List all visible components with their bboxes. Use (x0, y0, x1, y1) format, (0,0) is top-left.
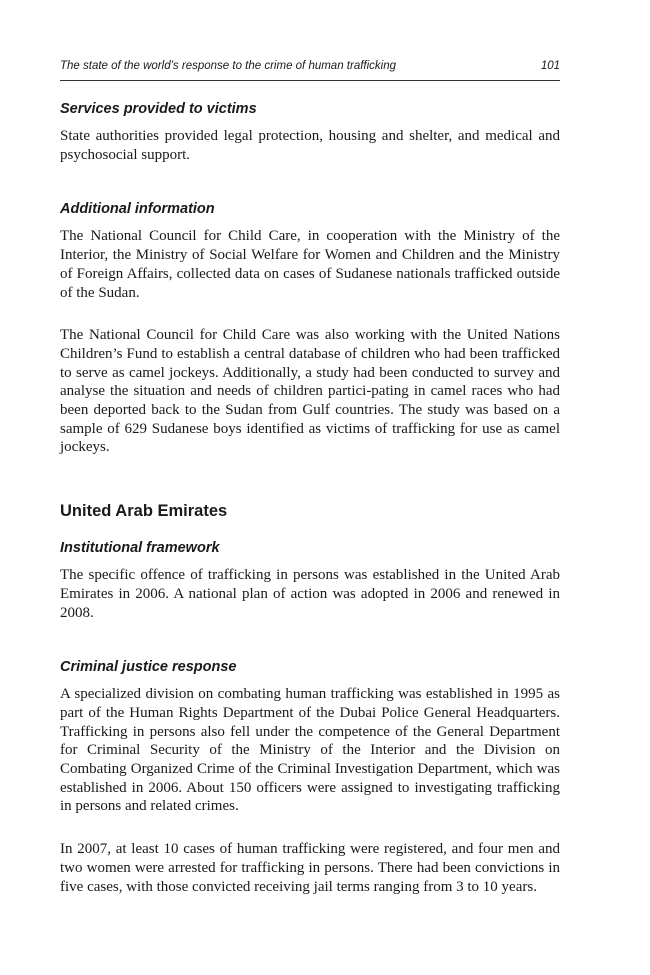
page-number: 101 (540, 60, 560, 72)
paragraph-criminal-1: A specialized division on combating human trafficking was established in 1995 as part of the Human Rights Department of the Dubai Police General Headquarters. Trafficking in persons also fell under the competence of the General Department for Criminal Security of the Ministry of the Interior and the Division on Combating Organized Crime of the Criminal Investigation Department, which was established in 2006. About 150 officers were assigned to investigating trafficking in persons and related crimes. (60, 686, 560, 815)
paragraph-additional-1: The National Council for Child Care, in cooperation with the Ministry of the Interior, the Ministry of Social Welfare for Women and Children and the Ministry of Foreign Affairs, collected data on cases of Sudanese nationals trafficked outside of the Sudan. (60, 228, 560, 301)
heading-criminal-justice-response: Criminal justice response (60, 659, 237, 676)
running-header (60, 60, 560, 81)
running-title: The state of the world’s response to the crime of human trafficking (60, 60, 397, 72)
heading-services-provided: Services provided to victims (60, 101, 257, 117)
heading-united-arab-emirates: United Arab Emirates (60, 502, 228, 521)
paragraph-additional-2: The National Council for Child Care was also working with the United Nations Children’s Fund to establish a central database of children who had been trafficked to serve as camel jockeys. Additionally, a study had been conducted to survey and analyse the situation and needs of children partici-pating in camel races who had been deported back to the Sudan from Gulf countries. The study was based on a sample of 629 Sudanese boys identified as victims of trafficking for use as camel jockeys. (60, 327, 560, 456)
paragraph-institutional: The specific offence of trafficking in persons was established in the United Arab Emirates in 2006. A national plan of action was adopted in 2006 and renewed in 2008. (60, 567, 560, 621)
heading-institutional-framework: Institutional framework (60, 540, 220, 557)
page-content (60, 100, 560, 896)
heading-additional-information: Additional information (60, 201, 215, 218)
paragraph-criminal-2: In 2007, at least 10 cases of human trafficking were registered, and four men and two women were arrested for trafficking in persons. There had been convictions in five cases, with those convicted receiving jail terms ranging from 3 to 10 years. (60, 841, 560, 895)
paragraph-services: State authorities provided legal protection, housing and shelter, and medical and psychosocial support. (60, 128, 560, 163)
